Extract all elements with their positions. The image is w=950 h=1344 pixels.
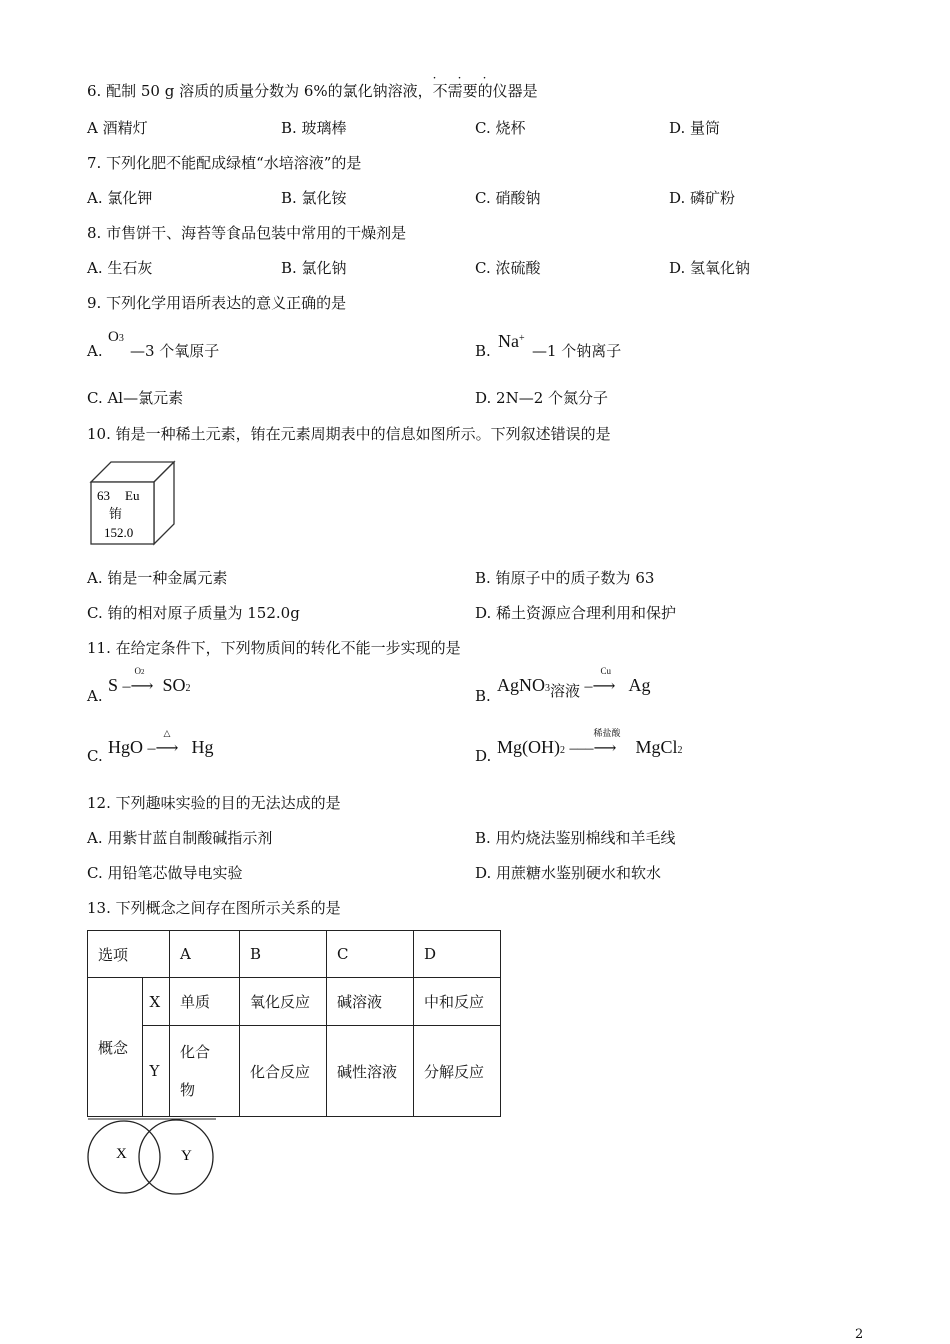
q9-option-b-label: B. [475, 342, 491, 360]
venn-label-x: X [116, 1146, 127, 1162]
venn-label-y: Y [181, 1148, 192, 1164]
venn-diagram [84, 1118, 220, 1198]
q6-option-d: D. 量筒 [669, 119, 721, 137]
table-cell-x-d: 中和反应 [414, 978, 501, 1026]
table-header-c: C [327, 931, 414, 978]
q9-option-a-formula: O3 [108, 329, 124, 345]
q9-option-b-formula: Na+ [498, 331, 525, 351]
q6-option-c: C. 烧杯 [475, 119, 526, 137]
q9-option-b-text: —1 个钠离子 [532, 342, 622, 360]
table-cell-x-a: 单质 [170, 978, 240, 1026]
table-header-a: A [170, 931, 240, 978]
table-row-y-label: Y [142, 1026, 169, 1117]
q11-option-d-label: D. [475, 747, 492, 765]
q6-option-a: A 酒精灯 [87, 119, 148, 137]
table-cell-y-a: 化合 物 [170, 1026, 240, 1117]
table-header-d: D [414, 931, 501, 978]
element-mass: 152.0 [104, 525, 134, 540]
q11-option-b-reaction: $AgNO3_{溶液}$ Cu –⟶ Ag [497, 666, 651, 700]
q8-option-c: C. 浓硫酸 [475, 259, 541, 277]
q9-option-a-label: A. [87, 342, 103, 360]
q7-option-b: B. 氯化铵 [281, 189, 347, 207]
q11-option-d-reaction: Mg(OH)2 稀盐酸 –––⟶ MgCl2 [497, 728, 683, 757]
q10-option-c: C. 铕的相对原子质量为 152.0g [87, 604, 300, 622]
q12-option-a: A. 用紫甘蓝自制酸碱指示剂 [87, 829, 273, 847]
table-cell-y-b: 化合反应 [240, 1026, 327, 1117]
q12-option-d: D. 用蔗糖水鉴别硬水和软水 [475, 864, 662, 882]
q13-stem: 13. 下列概念之间存在图所示关系的是 [87, 899, 341, 917]
q8-option-a: A. 生石灰 [87, 259, 153, 277]
q12-option-c: C. 用铅笔芯做导电实验 [87, 864, 243, 882]
q8-stem: 8. 市售饼干、海苔等食品包装中常用的干燥剂是 [87, 224, 407, 242]
table-header-option: 选项 [88, 931, 170, 978]
q10-option-b: B. 铕原子中的质子数为 63 [475, 569, 655, 587]
element-symbol: Eu [125, 488, 140, 503]
q11-option-c-reaction: HgO △ –⟶ Hg [108, 728, 214, 757]
q7-stem: 7. 下列化肥不能配成绿植“水培溶液”的是 [87, 154, 362, 172]
element-number: 63 [97, 488, 110, 503]
q6-emphasis: 不需要 · · · [432, 71, 497, 100]
q13-options-table [87, 930, 501, 1117]
q9-stem: 9. 下列化学用语所表达的意义正确的是 [87, 294, 347, 312]
q11-option-a-reaction: S O2 –⟶ SO2 [108, 666, 191, 695]
q7-option-c: C. 硝酸钠 [475, 189, 541, 207]
q11-stem: 11. 在给定条件下，下列物质间的转化不能一步实现的是 [87, 639, 461, 657]
venn-circle-y [139, 1120, 213, 1194]
q6-option-b: B. 玻璃棒 [281, 119, 347, 137]
page-number: 2 [855, 1327, 864, 1342]
q10-option-a: A. 铕是一种金属元素 [87, 569, 228, 587]
table-cell-x-b: 氧化反应 [240, 978, 327, 1026]
q10-stem: 10. 铕是一种稀土元素，铕在元素周期表中的信息如图所示。下列叙述错误的是 [87, 425, 611, 443]
table-group-label: 概念 [88, 978, 143, 1117]
table-header-b: B [240, 931, 327, 978]
q10-option-d: D. 稀土资源应合理利用和保护 [475, 604, 677, 622]
q8-option-b: B. 氯化钠 [281, 259, 347, 277]
q7-option-d: D. 磷矿粉 [669, 189, 736, 207]
table-cell-y-c: 碱性溶液 [327, 1026, 414, 1117]
q11-option-b-label: B. [475, 687, 491, 705]
q8-option-d: D. 氢氧化钠 [669, 259, 751, 277]
q9-option-c: C. Al—氯元素 [87, 389, 184, 407]
q9-option-a-text: —3 个氧原子 [130, 342, 220, 360]
q6-stem: 6. 配制 50 g 溶质的质量分数为 6%的氯化钠溶液，不需要 · · · 的仪器是 [87, 71, 538, 100]
table-row-x-label: X [142, 978, 169, 1026]
table-cell-y-d: 分解反应 [414, 1026, 501, 1117]
q11-option-c-label: C. [87, 747, 103, 765]
q9-option-d: D. 2N—2 个氮分子 [475, 389, 609, 407]
element-card [88, 460, 178, 548]
q12-option-b: B. 用灼烧法鉴别棉线和羊毛线 [475, 829, 676, 847]
table-cell-x-c: 碱溶液 [327, 978, 414, 1026]
q11-option-a-label: A. [87, 687, 103, 705]
q12-stem: 12. 下列趣味实验的目的无法达成的是 [87, 794, 341, 812]
element-name: 铕 [109, 506, 123, 521]
q7-option-a: A. 氯化钾 [87, 189, 153, 207]
